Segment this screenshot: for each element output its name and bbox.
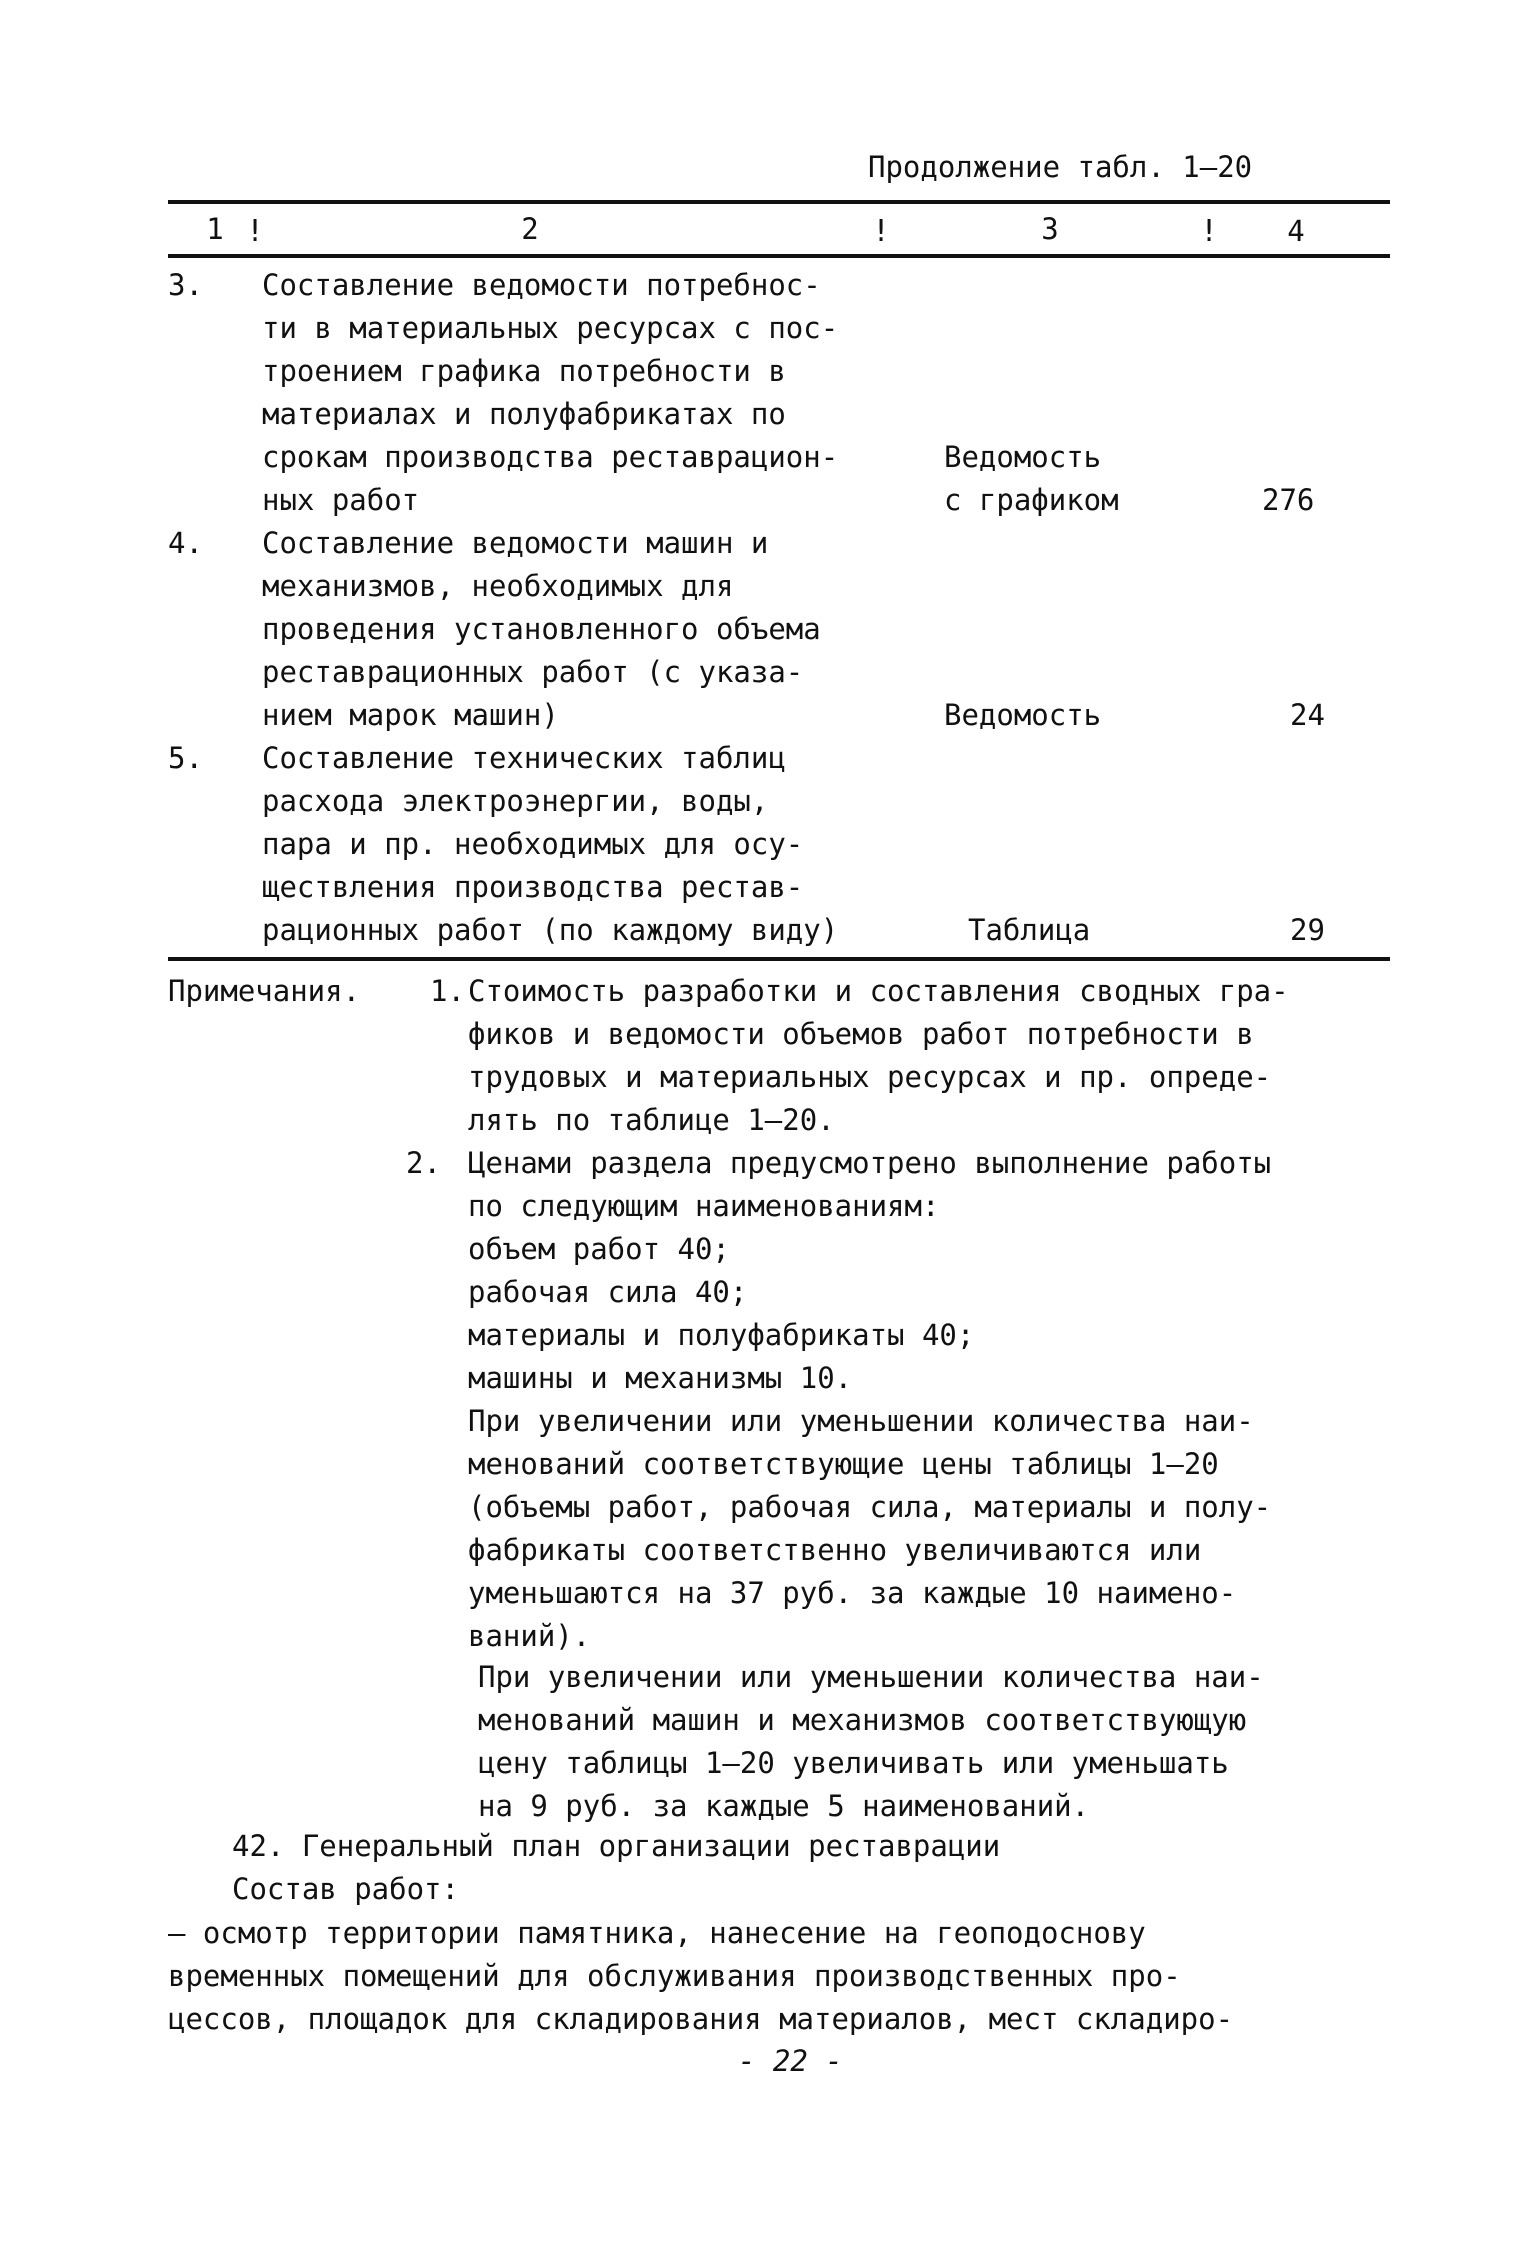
- col-separator-2: !: [872, 214, 891, 249]
- section-subtitle: Состав работ:: [232, 1872, 459, 1906]
- notes-label: Примечания.: [168, 974, 361, 1008]
- text-line: расхода электроэнергии, воды,: [262, 784, 769, 818]
- text-line: (объемы работ, рабочая сила, материалы и полу-: [468, 1490, 1272, 1524]
- text-line: срокам производства реставрацион-: [262, 440, 839, 474]
- section-body: [168, 1912, 1233, 2041]
- col-header-1: 1: [206, 212, 224, 246]
- text-line: цессов, площадок для складирования материалов, мест складиро-: [168, 2002, 1234, 2036]
- text-line: рационных работ (по каждому виду): [262, 913, 839, 947]
- text-line: пара и пр. необходимых для осу-: [262, 827, 804, 861]
- note-1-number: 1.: [430, 974, 465, 1008]
- text-line: материалах и полуфабрикатах по: [262, 397, 786, 431]
- text-line: с графиком: [944, 483, 1119, 517]
- row-5-document: Таблица: [968, 913, 1091, 947]
- col-separator-1: !: [246, 214, 265, 249]
- row-5-description: [262, 737, 838, 952]
- text-line: При увеличении или уменьшении количества наи-: [468, 1404, 1254, 1438]
- col-header-4: 4: [1287, 214, 1305, 248]
- text-line: трудовых и материальных ресурсах и пр. опреде-: [468, 1060, 1272, 1094]
- table-continuation-title: Продолжение табл. 1–20: [868, 150, 1253, 184]
- page-number: - 22 -: [738, 2044, 843, 2078]
- text-line: ществления производства рестав-: [262, 870, 804, 904]
- row-3-description: [262, 264, 838, 522]
- text-line: Стоимость разработки и составления сводных гра-: [468, 974, 1289, 1008]
- row-3-document: [944, 436, 1119, 522]
- table-header-rule: [168, 254, 1390, 258]
- note-2-text: [468, 1142, 1271, 1658]
- row-4-document: Ведомость: [944, 698, 1102, 732]
- col-header-3: 3: [1041, 212, 1059, 246]
- text-line: троением графика потребности в: [262, 354, 786, 388]
- text-line: Ценами раздела предусмотрено выполнение работы: [468, 1146, 1272, 1180]
- text-line: Ведомость: [944, 440, 1102, 474]
- text-line: лять по таблице 1–20.: [468, 1103, 835, 1137]
- text-line: реставрационных работ (с указа-: [262, 655, 804, 689]
- row-3-price: 276: [1262, 483, 1315, 517]
- text-line: нием марок машин): [262, 698, 559, 732]
- text-line: Составление ведомости потребнос-: [262, 268, 821, 302]
- text-line: ваний).: [468, 1619, 591, 1653]
- row-5-price: 29: [1290, 913, 1325, 947]
- table-top-rule: [168, 200, 1390, 204]
- note-1-text: [468, 970, 1289, 1142]
- text-line: Составление ведомости машин и: [262, 526, 769, 560]
- text-line: механизмов, необходимых для: [262, 569, 734, 603]
- table-bottom-rule: [168, 957, 1390, 961]
- note-2-number: 2.: [406, 1146, 441, 1180]
- row-4-price: 24: [1290, 698, 1325, 732]
- text-line: ных работ: [262, 483, 420, 517]
- row-4-description: [262, 522, 821, 737]
- text-line: материалы и полуфабрикаты 40;: [468, 1318, 975, 1352]
- text-line: Составление технических таблиц: [262, 741, 786, 775]
- row-4-number: 4.: [168, 526, 203, 560]
- text-line: объем работ 40;: [468, 1232, 730, 1266]
- text-line: фиков и ведомости объемов работ потребности в: [468, 1017, 1254, 1051]
- text-line: машины и механизмы 10.: [468, 1361, 853, 1395]
- text-line: фабрикаты соответственно увеличиваются или: [468, 1533, 1202, 1567]
- text-line: – осмотр территории памятника, нанесение на геоподоснову: [168, 1916, 1146, 1950]
- text-line: цену таблицы 1–20 увеличивать или уменьшать: [478, 1746, 1229, 1780]
- note-2-machines-text: [478, 1656, 1264, 1828]
- text-line: менований машин и механизмов соответствующую: [478, 1703, 1247, 1737]
- section-title: 42. Генеральный план организации реставрации: [232, 1829, 1001, 1863]
- text-line: ти в материальных ресурсах с пос-: [262, 311, 839, 345]
- row-3-number: 3.: [168, 268, 203, 302]
- text-line: При увеличении или уменьшении количества наи-: [478, 1660, 1264, 1694]
- text-line: временных помещений для обслуживания производственных про-: [168, 1959, 1181, 1993]
- text-line: уменьшаются на 37 руб. за каждые 10 наимено-: [468, 1576, 1237, 1610]
- text-line: менований соответствующие цены таблицы 1–20: [468, 1447, 1219, 1481]
- text-line: по следующим наименованиям:: [468, 1189, 940, 1223]
- text-line: проведения установленного объема: [262, 612, 821, 646]
- col-separator-3: !: [1200, 214, 1219, 249]
- text-line: рабочая сила 40;: [468, 1275, 748, 1309]
- text-line: на 9 руб. за каждые 5 наименований.: [478, 1789, 1090, 1823]
- row-5-number: 5.: [168, 741, 203, 775]
- col-header-2: 2: [521, 212, 539, 246]
